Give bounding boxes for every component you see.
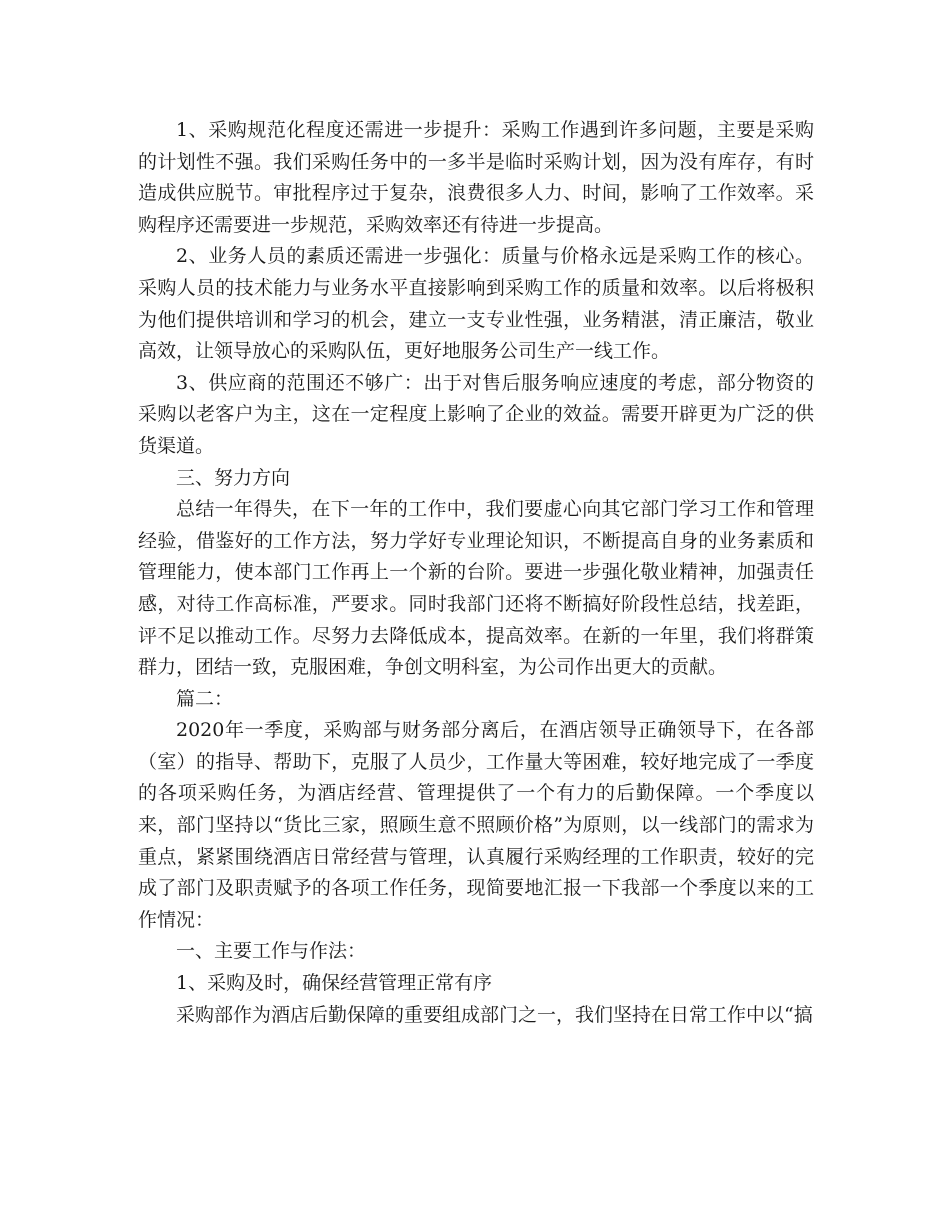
- section-heading-main-work: 一、主要工作与作法：: [176, 940, 367, 963]
- paragraph-supplier-range: 3、供应商的范围还不够广：出于对售后服务响应速度的考虑，部分物资的采购以老客户为主，这在一定程度上影响了企业的效益。需要开辟更为广泛的供货渠道。: [138, 371, 814, 457]
- paragraph-procurement-standardization: 1、采购规范化程度还需进一步提升：采购工作遇到许多问题，主要是采购的计划性不强。我们采购任务中的一多半是临时采购计划，因为没有库存，有时造成供应脱节。审批程序过于复杂，浪费很多人力、时间，影响了工作效率。采购程序还需要进一步规范，采购效率还有待进一步提高。: [138, 119, 814, 236]
- document-body: [138, 115, 814, 1031]
- paragraph-summary: 总结一年得失，在下一年的工作中，我们要虚心向其它部门学习工作和管理经验，借鉴好的工作方法，努力学好专业理论知识，不断提高自身的业务素质和管理能力，使本部门工作再上一个新的台阶。要进一步强化敬业精神，加强责任感，对待工作高标准，严要求。同时我部门还将不断搞好阶段性总结，找差距，评不足以推动工作。尽努力去降低成本，提高效率。在新的一年里，我们将群策群力，团结一致，克服困难，争创文明科室，为公司作出更大的贡献。: [138, 498, 814, 679]
- paragraph-staff-quality: 2、业务人员的素质还需进一步强化：质量与价格永远是采购工作的核心。采购人员的技术能力与业务水平直接影响到采购工作的质量和效率。以后将极积为他们提供培训和学习的机会，建立一支专业性强，业务精湛，清正廉洁，敬业高效，让领导放心的采购队伍，更好地服务公司生产一线工作。: [138, 245, 814, 363]
- subheading-timely-procurement: 1、采购及时，确保经营管理正常有序: [176, 972, 493, 995]
- section-heading-part-two: 篇二：: [176, 687, 234, 710]
- paragraph-q1-overview: 2020年一季度，采购部与财务部分离后，在酒店领导正确领导下，在各部（室）的指导、帮助下，克服了人员少，工作量大等困难，较好地完成了一季度的各项采购任务，为酒店经营、管理提供了一个有力的后勤保障。一个季度以来，部门坚持以“货比三家，照顾生意不照顾价格”为原则，以一线部门的需求为重点，紧紧围绕酒店日常经营与管理，认真履行采购经理的工作职责，较好的完成了部门及职责赋予的各项工作任务，现简要地汇报一下我部一个季度以来的工作情况：: [138, 719, 814, 931]
- section-heading-direction: 三、努力方向: [176, 466, 291, 489]
- paragraph-logistics-role: 采购部作为酒店后勤保障的重要组成部门之一，我们坚持在日常工作中以“搞: [176, 1003, 813, 1026]
